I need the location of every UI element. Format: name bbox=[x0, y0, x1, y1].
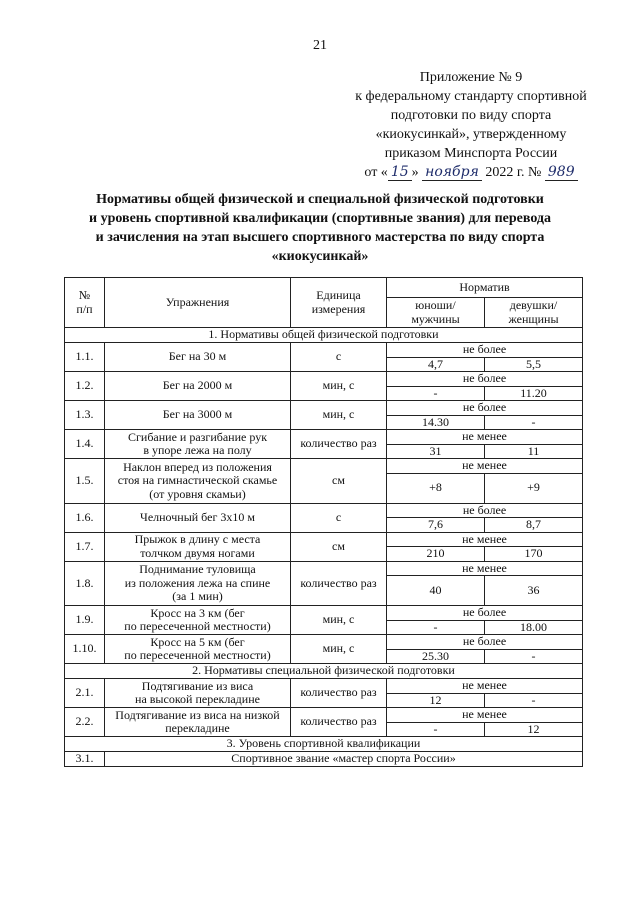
row-female-value: 11 bbox=[485, 444, 583, 459]
row-exercise: Бег на 2000 м bbox=[105, 372, 291, 401]
row-male-value: 31 bbox=[387, 444, 485, 459]
header-num-line1: № bbox=[78, 288, 91, 302]
row-num: 1.7. bbox=[65, 532, 105, 561]
row-condition: не менее bbox=[387, 430, 583, 445]
row-exercise-line2: по пересеченной местности) bbox=[124, 619, 271, 633]
row-unit: мин, с bbox=[291, 606, 387, 635]
date-year: 2022 г. № bbox=[485, 165, 542, 180]
table-row bbox=[65, 532, 583, 547]
row-exercise-line2: толчком двумя ногами bbox=[140, 545, 255, 560]
row-exercise bbox=[105, 459, 291, 504]
row-condition: не более bbox=[387, 343, 583, 358]
table-row bbox=[65, 503, 583, 518]
appendix-block bbox=[336, 68, 606, 182]
row-exercise bbox=[105, 532, 291, 561]
table-row bbox=[65, 752, 583, 767]
row-female-value: - bbox=[485, 415, 583, 430]
date-prefix: от « bbox=[364, 165, 388, 180]
row-female-value: 11.20 bbox=[485, 386, 583, 401]
row-condition: не менее bbox=[387, 532, 583, 547]
row-unit: мин, с bbox=[291, 401, 387, 430]
table-row bbox=[65, 606, 583, 621]
row-female-value: 8,7 bbox=[485, 518, 583, 533]
row-exercise-line1: Прыжок в длину с места bbox=[134, 532, 261, 546]
row-exercise-line2: стоя на гимнастической скамье bbox=[117, 473, 278, 487]
table-row bbox=[65, 430, 583, 445]
order-number: 989 bbox=[545, 165, 578, 181]
row-male-value: 25.30 bbox=[387, 649, 485, 664]
header-unit-line2: измерения bbox=[311, 301, 366, 316]
row-male-value: - bbox=[387, 386, 485, 401]
row-exercise bbox=[105, 635, 291, 664]
header-female-line2: женщины bbox=[508, 311, 559, 326]
row-exercise bbox=[105, 430, 291, 459]
appendix-line4: «киокусинкай», утвержденному bbox=[375, 127, 567, 142]
row-num: 1.1. bbox=[65, 343, 105, 372]
row-condition: не более bbox=[387, 503, 583, 518]
row-num: 2.1. bbox=[65, 679, 105, 708]
row-exercise-line1: Наклон вперед из положения bbox=[123, 459, 272, 474]
row-female-value: - bbox=[485, 693, 583, 708]
row-condition: не менее bbox=[387, 679, 583, 694]
title-line2: и уровень спортивной квалификации (спортивные звания) для перевода bbox=[89, 211, 551, 226]
document-title bbox=[40, 190, 600, 266]
row-num: 1.5. bbox=[65, 459, 105, 504]
header-unit-line1: Единица bbox=[316, 288, 361, 302]
row-male-value: - bbox=[387, 722, 485, 737]
row-male-value: 4,7 bbox=[387, 357, 485, 372]
row-exercise: Челночный бег 3х10 м bbox=[105, 503, 291, 532]
header-male bbox=[387, 298, 485, 328]
row-unit: количество раз bbox=[291, 430, 387, 459]
section-3-title: 3. Уровень спортивной квалификации bbox=[65, 737, 583, 752]
row-male-value: 40 bbox=[387, 576, 485, 606]
header-row bbox=[65, 278, 583, 298]
date-month: ноября bbox=[422, 165, 482, 181]
row-exercise-line2: перекладине bbox=[165, 721, 230, 735]
section-row bbox=[65, 328, 583, 343]
row-condition: не менее bbox=[387, 459, 583, 474]
date-mid: » bbox=[411, 165, 419, 180]
row-unit: мин, с bbox=[291, 635, 387, 664]
table-row bbox=[65, 708, 583, 723]
section-row bbox=[65, 737, 583, 752]
appendix-line3: подготовки по виду спорта bbox=[390, 108, 552, 123]
row-num: 1.9. bbox=[65, 606, 105, 635]
row-exercise-line1: Кросс на 3 км (бег bbox=[150, 605, 245, 620]
row-exercise bbox=[105, 679, 291, 708]
row-unit: количество раз bbox=[291, 708, 387, 737]
row-unit: количество раз bbox=[291, 561, 387, 606]
row-condition: не менее bbox=[387, 561, 583, 576]
row-num: 1.2. bbox=[65, 372, 105, 401]
row-exercise bbox=[105, 561, 291, 606]
row-male-value: 12 bbox=[387, 693, 485, 708]
section-2-title: 2. Нормативы специальной физической подготовки bbox=[65, 664, 583, 679]
table-row bbox=[65, 372, 583, 387]
row-exercise-line2: из положения лежа на спине bbox=[124, 575, 271, 590]
title-line1: Нормативы общей физической и специальной физической подготовки bbox=[96, 192, 544, 207]
table-row bbox=[65, 635, 583, 650]
header-num bbox=[65, 278, 105, 328]
row-exercise: Бег на 3000 м bbox=[105, 401, 291, 430]
row-exercise-line1: Подтягивание из виса bbox=[141, 678, 254, 693]
row-unit: с bbox=[291, 343, 387, 372]
row-unit: количество раз bbox=[291, 679, 387, 708]
row-female-value: 36 bbox=[485, 576, 583, 606]
row-unit: см bbox=[291, 459, 387, 504]
row-exercise-line1: Кросс на 5 км (бег bbox=[150, 634, 245, 649]
row-condition: не более bbox=[387, 606, 583, 621]
appendix-line2: к федеральному стандарту спортивной bbox=[355, 89, 587, 104]
table-row bbox=[65, 561, 583, 576]
page-number: 21 bbox=[313, 38, 327, 53]
appendix-line5: приказом Минспорта России bbox=[384, 146, 558, 161]
date-day: 15 bbox=[388, 165, 412, 181]
row-unit: с bbox=[291, 503, 387, 532]
table-row bbox=[65, 459, 583, 474]
row-male-value: - bbox=[387, 620, 485, 635]
row-male-value: 7,6 bbox=[387, 518, 485, 533]
table-row bbox=[65, 401, 583, 416]
header-male-line1: юноши/ bbox=[415, 298, 456, 312]
row-exercise-line3: (за 1 мин) bbox=[172, 589, 223, 603]
appendix-date-line bbox=[336, 163, 606, 182]
row-exercise-line1: Поднимание туловища bbox=[139, 562, 256, 576]
header-male-line2: мужчины bbox=[411, 311, 460, 326]
header-norm: Норматив bbox=[387, 278, 583, 298]
row-exercise-line2: в упоре лежа на полу bbox=[143, 443, 252, 457]
row-num: 1.8. bbox=[65, 561, 105, 606]
row-female-value: - bbox=[485, 649, 583, 664]
row-unit: мин, с bbox=[291, 372, 387, 401]
header-num-line2: п/п bbox=[76, 301, 93, 316]
row-female-value: 5,5 bbox=[485, 357, 583, 372]
row-exercise-line2: по пересеченной местности) bbox=[124, 648, 271, 662]
row-num: 1.4. bbox=[65, 430, 105, 459]
title-line3: и зачисления на этап высшего спортивного мастерства по виду спорта bbox=[95, 230, 545, 245]
row-male-value: 14.30 bbox=[387, 415, 485, 430]
row-condition: не более bbox=[387, 372, 583, 387]
row-exercise bbox=[105, 606, 291, 635]
row-unit: см bbox=[291, 532, 387, 561]
table-row bbox=[65, 343, 583, 358]
header-female bbox=[485, 298, 583, 328]
row-exercise bbox=[105, 708, 291, 737]
row-male-value: 210 bbox=[387, 547, 485, 562]
row-exercise: Бег на 30 м bbox=[105, 343, 291, 372]
section-row bbox=[65, 664, 583, 679]
header-exercise: Упражнения bbox=[105, 278, 291, 328]
row-exercise-line1: Сгибание и разгибание рук bbox=[127, 429, 268, 444]
norms-table bbox=[64, 277, 583, 767]
row-female-value: 12 bbox=[485, 722, 583, 737]
appendix-line1: Приложение № 9 bbox=[419, 70, 523, 85]
section-1-title: 1. Нормативы общей физической подготовки bbox=[65, 328, 583, 343]
row-exercise-line3: (от уровня скамьи) bbox=[149, 486, 246, 501]
row-exercise-line1: Подтягивание из виса на низкой bbox=[115, 707, 280, 722]
row-num: 1.3. bbox=[65, 401, 105, 430]
row-num: 3.1. bbox=[65, 752, 105, 767]
row-exercise-line2: на высокой перекладине bbox=[135, 692, 260, 706]
row-female-value: 18.00 bbox=[485, 620, 583, 635]
row-female-value: 170 bbox=[485, 547, 583, 562]
row-condition: не менее bbox=[387, 708, 583, 723]
row-condition: не более bbox=[387, 401, 583, 416]
row-condition: не более bbox=[387, 635, 583, 650]
row-num: 2.2. bbox=[65, 708, 105, 737]
header-unit bbox=[291, 278, 387, 328]
row-qualification: Спортивное звание «мастер спорта России» bbox=[105, 752, 583, 767]
row-num: 1.10. bbox=[65, 635, 105, 664]
row-female-value: +9 bbox=[485, 473, 583, 503]
row-male-value: +8 bbox=[387, 473, 485, 503]
header-female-line1: девушки/ bbox=[509, 298, 558, 312]
row-num: 1.6. bbox=[65, 503, 105, 532]
table-row bbox=[65, 679, 583, 694]
title-line4: «киокусинкай» bbox=[271, 249, 369, 264]
